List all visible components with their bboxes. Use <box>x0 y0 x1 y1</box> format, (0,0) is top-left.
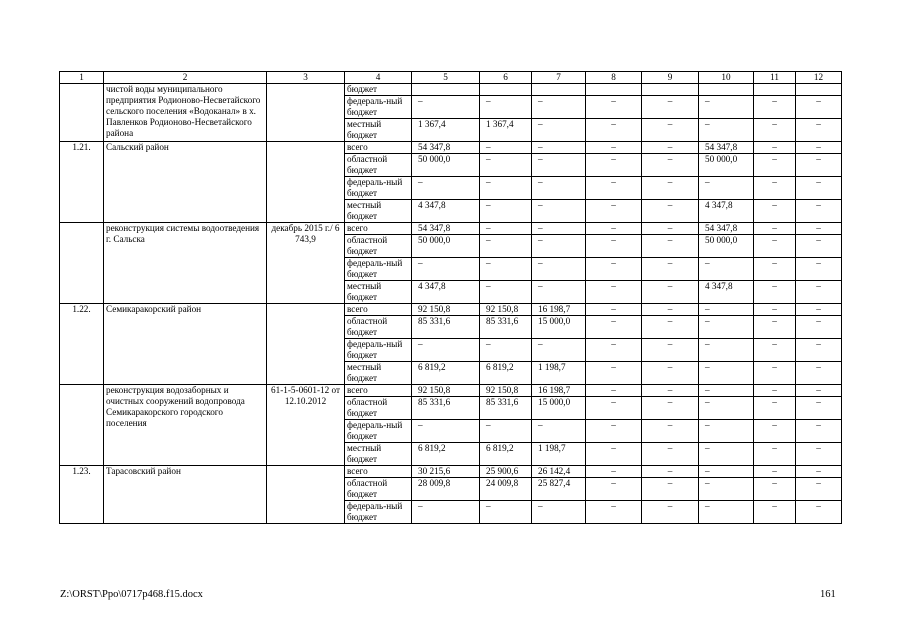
value-cell: – <box>796 154 842 177</box>
value-cell: 54 347,8 <box>412 142 480 154</box>
value-cell: – <box>586 362 642 385</box>
value-cell: – <box>796 96 842 119</box>
value-cell <box>586 84 642 96</box>
value-cell: 50 000,0 <box>699 154 754 177</box>
value-cell <box>532 84 586 96</box>
value-cell: – <box>480 177 532 200</box>
value-cell: – <box>754 258 796 281</box>
value-cell: – <box>412 420 480 443</box>
object-name: чистой воды муниципального предприятия Родионово-Несветайского сельского поселения «Водоканал» в х. Павленков Родионово-Несветайского района <box>104 84 267 142</box>
value-cell: – <box>796 420 842 443</box>
value-cell: – <box>796 142 842 154</box>
value-cell: – <box>699 466 754 478</box>
funding-source: областной бюджет <box>345 397 412 420</box>
value-cell: – <box>586 443 642 466</box>
value-cell: 85 331,6 <box>480 316 532 339</box>
col-header: 4 <box>345 72 412 84</box>
value-cell: 4 347,8 <box>412 281 480 304</box>
value-cell: – <box>586 316 642 339</box>
value-cell: 85 331,6 <box>412 397 480 420</box>
col-header: 6 <box>480 72 532 84</box>
funding-source: местный бюджет <box>345 281 412 304</box>
col-header: 3 <box>267 72 345 84</box>
funding-source: местный бюджет <box>345 119 412 142</box>
value-cell: – <box>642 258 699 281</box>
value-cell: – <box>796 235 842 258</box>
value-cell: – <box>412 258 480 281</box>
value-cell <box>412 84 480 96</box>
value-cell: – <box>642 501 699 524</box>
row-number: 1.22. <box>60 304 104 385</box>
header-row <box>60 72 842 84</box>
value-cell: – <box>532 501 586 524</box>
object-name: реконструкция водозаборных и очистных сооружений водопровода Семикаракорского городского поселения <box>104 385 267 466</box>
row-number <box>60 84 104 142</box>
value-cell: – <box>480 339 532 362</box>
value-cell: – <box>796 362 842 385</box>
table-row <box>60 84 842 96</box>
value-cell: – <box>412 177 480 200</box>
table-row <box>60 466 842 478</box>
value-cell: – <box>642 362 699 385</box>
value-cell: 30 215,6 <box>412 466 480 478</box>
value-cell: 54 347,8 <box>699 142 754 154</box>
funding-source: местный бюджет <box>345 200 412 223</box>
value-cell: – <box>754 316 796 339</box>
page-number: 161 <box>820 589 836 600</box>
value-cell: – <box>532 154 586 177</box>
value-cell: 6 819,2 <box>412 443 480 466</box>
value-cell: 24 009,8 <box>480 478 532 501</box>
value-cell: – <box>642 466 699 478</box>
value-cell: 92 150,8 <box>480 385 532 397</box>
value-cell: – <box>754 339 796 362</box>
value-cell: – <box>699 385 754 397</box>
value-cell: – <box>796 177 842 200</box>
value-cell: – <box>796 119 842 142</box>
value-cell: – <box>586 142 642 154</box>
value-cell: – <box>532 339 586 362</box>
value-cell: – <box>699 478 754 501</box>
value-cell: 50 000,0 <box>699 235 754 258</box>
value-cell: – <box>754 96 796 119</box>
funding-source: всего <box>345 223 412 235</box>
value-cell: – <box>642 223 699 235</box>
row-number <box>60 223 104 304</box>
value-cell: – <box>699 96 754 119</box>
value-cell: – <box>642 443 699 466</box>
value-cell: – <box>796 385 842 397</box>
value-cell: – <box>480 258 532 281</box>
value-cell: 1 198,7 <box>532 362 586 385</box>
value-cell: – <box>754 142 796 154</box>
value-cell: – <box>586 258 642 281</box>
value-cell: – <box>754 200 796 223</box>
value-cell: – <box>699 443 754 466</box>
value-cell: – <box>412 339 480 362</box>
value-cell: 28 009,8 <box>412 478 480 501</box>
value-cell: 4 347,8 <box>699 281 754 304</box>
value-cell: – <box>586 119 642 142</box>
value-cell: – <box>754 281 796 304</box>
value-cell: – <box>754 385 796 397</box>
value-cell: – <box>480 501 532 524</box>
value-cell: 16 198,7 <box>532 304 586 316</box>
value-cell: – <box>699 119 754 142</box>
funding-source: областной бюджет <box>345 235 412 258</box>
value-cell: – <box>586 420 642 443</box>
value-cell: – <box>699 501 754 524</box>
value-cell: – <box>480 200 532 223</box>
value-cell: – <box>480 142 532 154</box>
value-cell: – <box>699 362 754 385</box>
value-cell: – <box>586 154 642 177</box>
value-cell: – <box>796 223 842 235</box>
value-cell: – <box>412 96 480 119</box>
value-cell: – <box>699 316 754 339</box>
funding-source: областной бюджет <box>345 316 412 339</box>
value-cell: – <box>532 420 586 443</box>
col-header: 2 <box>104 72 267 84</box>
value-cell: – <box>796 339 842 362</box>
col-header: 11 <box>754 72 796 84</box>
value-cell: – <box>699 339 754 362</box>
value-cell: – <box>532 177 586 200</box>
value-cell: – <box>796 281 842 304</box>
value-cell: 85 331,6 <box>412 316 480 339</box>
value-cell: 92 150,8 <box>480 304 532 316</box>
value-cell: 4 347,8 <box>699 200 754 223</box>
value-cell: – <box>532 235 586 258</box>
value-cell: – <box>586 177 642 200</box>
value-cell: – <box>480 223 532 235</box>
value-cell: – <box>586 96 642 119</box>
col-header: 7 <box>532 72 586 84</box>
table-body <box>60 72 842 524</box>
value-cell: 26 142,4 <box>532 466 586 478</box>
value-cell: 1 367,4 <box>412 119 480 142</box>
value-cell: – <box>754 443 796 466</box>
value-cell: – <box>754 397 796 420</box>
value-cell: – <box>796 304 842 316</box>
value-cell: – <box>586 501 642 524</box>
deadline-cell <box>267 142 345 223</box>
value-cell: – <box>412 501 480 524</box>
value-cell: – <box>642 142 699 154</box>
value-cell <box>642 84 699 96</box>
value-cell: – <box>642 420 699 443</box>
value-cell: 50 000,0 <box>412 154 480 177</box>
funding-source: федераль-ный бюджет <box>345 339 412 362</box>
row-number: 1.21. <box>60 142 104 223</box>
value-cell: 54 347,8 <box>412 223 480 235</box>
value-cell: – <box>642 96 699 119</box>
value-cell <box>796 84 842 96</box>
value-cell: – <box>699 397 754 420</box>
funding-source: областной бюджет <box>345 154 412 177</box>
value-cell: 54 347,8 <box>699 223 754 235</box>
col-header: 10 <box>699 72 754 84</box>
row-number: 1.23. <box>60 466 104 524</box>
value-cell: – <box>754 362 796 385</box>
value-cell: 25 827,4 <box>532 478 586 501</box>
value-cell: – <box>586 385 642 397</box>
row-number <box>60 385 104 466</box>
value-cell: 6 819,2 <box>480 362 532 385</box>
footer-file-path: Z:\ORST\Ppo\0717p468.f15.docx <box>60 589 203 600</box>
value-cell: – <box>642 119 699 142</box>
value-cell: 1 198,7 <box>532 443 586 466</box>
value-cell: – <box>586 339 642 362</box>
funding-source: федераль-ный бюджет <box>345 96 412 119</box>
value-cell: 6 819,2 <box>412 362 480 385</box>
value-cell: – <box>642 385 699 397</box>
col-header: 12 <box>796 72 842 84</box>
value-cell: 1 367,4 <box>480 119 532 142</box>
value-cell: – <box>796 258 842 281</box>
funding-source: федераль-ный бюджет <box>345 258 412 281</box>
deadline-cell <box>267 304 345 385</box>
object-name: Семикаракорский район <box>104 304 267 385</box>
value-cell: – <box>642 304 699 316</box>
value-cell: – <box>532 258 586 281</box>
value-cell: – <box>642 339 699 362</box>
value-cell <box>699 84 754 96</box>
value-cell: – <box>532 119 586 142</box>
value-cell: – <box>642 154 699 177</box>
value-cell: – <box>796 200 842 223</box>
object-name: реконструкция системы водоотведения г. Сальска <box>104 223 267 304</box>
col-header: 5 <box>412 72 480 84</box>
value-cell: – <box>642 281 699 304</box>
col-header: 8 <box>586 72 642 84</box>
object-name: Сальский район <box>104 142 267 223</box>
deadline-cell: 61-1-5-0601-12 от 12.10.2012 <box>267 385 345 466</box>
value-cell: – <box>754 177 796 200</box>
table-row <box>60 385 842 397</box>
deadline-cell <box>267 84 345 142</box>
value-cell: – <box>532 200 586 223</box>
value-cell: – <box>796 501 842 524</box>
funding-source: федераль-ный бюджет <box>345 177 412 200</box>
value-cell: – <box>699 177 754 200</box>
value-cell: 92 150,8 <box>412 385 480 397</box>
value-cell: – <box>754 304 796 316</box>
table-row <box>60 142 842 154</box>
col-header: 1 <box>60 72 104 84</box>
value-cell: – <box>480 235 532 258</box>
value-cell: – <box>642 478 699 501</box>
funding-source: всего <box>345 385 412 397</box>
value-cell: – <box>586 466 642 478</box>
value-cell: – <box>532 96 586 119</box>
value-cell: 15 000,0 <box>532 316 586 339</box>
deadline-cell <box>267 466 345 524</box>
value-cell: – <box>699 420 754 443</box>
value-cell: 50 000,0 <box>412 235 480 258</box>
value-cell: – <box>480 420 532 443</box>
value-cell: – <box>642 177 699 200</box>
value-cell: 15 000,0 <box>532 397 586 420</box>
value-cell: – <box>586 200 642 223</box>
value-cell: – <box>796 478 842 501</box>
value-cell: – <box>754 223 796 235</box>
value-cell: 6 819,2 <box>480 443 532 466</box>
object-name: Тарасовский район <box>104 466 267 524</box>
funding-source: бюджет <box>345 84 412 96</box>
value-cell: – <box>754 478 796 501</box>
value-cell: – <box>480 96 532 119</box>
value-cell: 4 347,8 <box>412 200 480 223</box>
value-cell: – <box>754 501 796 524</box>
value-cell: – <box>754 420 796 443</box>
value-cell: – <box>642 200 699 223</box>
value-cell: – <box>796 466 842 478</box>
value-cell: – <box>754 119 796 142</box>
funding-source: всего <box>345 142 412 154</box>
table-row <box>60 223 842 235</box>
value-cell: 25 900,6 <box>480 466 532 478</box>
funding-source: всего <box>345 304 412 316</box>
value-cell: 16 198,7 <box>532 385 586 397</box>
value-cell <box>754 84 796 96</box>
value-cell: – <box>586 304 642 316</box>
funding-source: всего <box>345 466 412 478</box>
table-row <box>60 304 842 316</box>
value-cell: 92 150,8 <box>412 304 480 316</box>
funding-source: местный бюджет <box>345 443 412 466</box>
value-cell: – <box>754 154 796 177</box>
value-cell: – <box>699 304 754 316</box>
value-cell: – <box>586 281 642 304</box>
value-cell: – <box>642 235 699 258</box>
value-cell: 85 331,6 <box>480 397 532 420</box>
value-cell <box>480 84 532 96</box>
value-cell: – <box>586 223 642 235</box>
value-cell: – <box>642 397 699 420</box>
funding-source: областной бюджет <box>345 478 412 501</box>
value-cell: – <box>754 466 796 478</box>
budget-table <box>59 71 842 524</box>
value-cell: – <box>532 142 586 154</box>
value-cell: – <box>586 235 642 258</box>
funding-source: федераль-ный бюджет <box>345 420 412 443</box>
value-cell: – <box>532 281 586 304</box>
value-cell: – <box>796 443 842 466</box>
funding-source: местный бюджет <box>345 362 412 385</box>
funding-source: федераль-ный бюджет <box>345 501 412 524</box>
col-header: 9 <box>642 72 699 84</box>
value-cell: – <box>532 223 586 235</box>
deadline-cell: декабрь 2015 г./ 6 743,9 <box>267 223 345 304</box>
value-cell: – <box>586 478 642 501</box>
value-cell: – <box>586 397 642 420</box>
value-cell: – <box>480 281 532 304</box>
value-cell: – <box>796 397 842 420</box>
value-cell: – <box>699 258 754 281</box>
value-cell: – <box>796 316 842 339</box>
value-cell: – <box>642 316 699 339</box>
value-cell: – <box>480 154 532 177</box>
value-cell: – <box>754 235 796 258</box>
